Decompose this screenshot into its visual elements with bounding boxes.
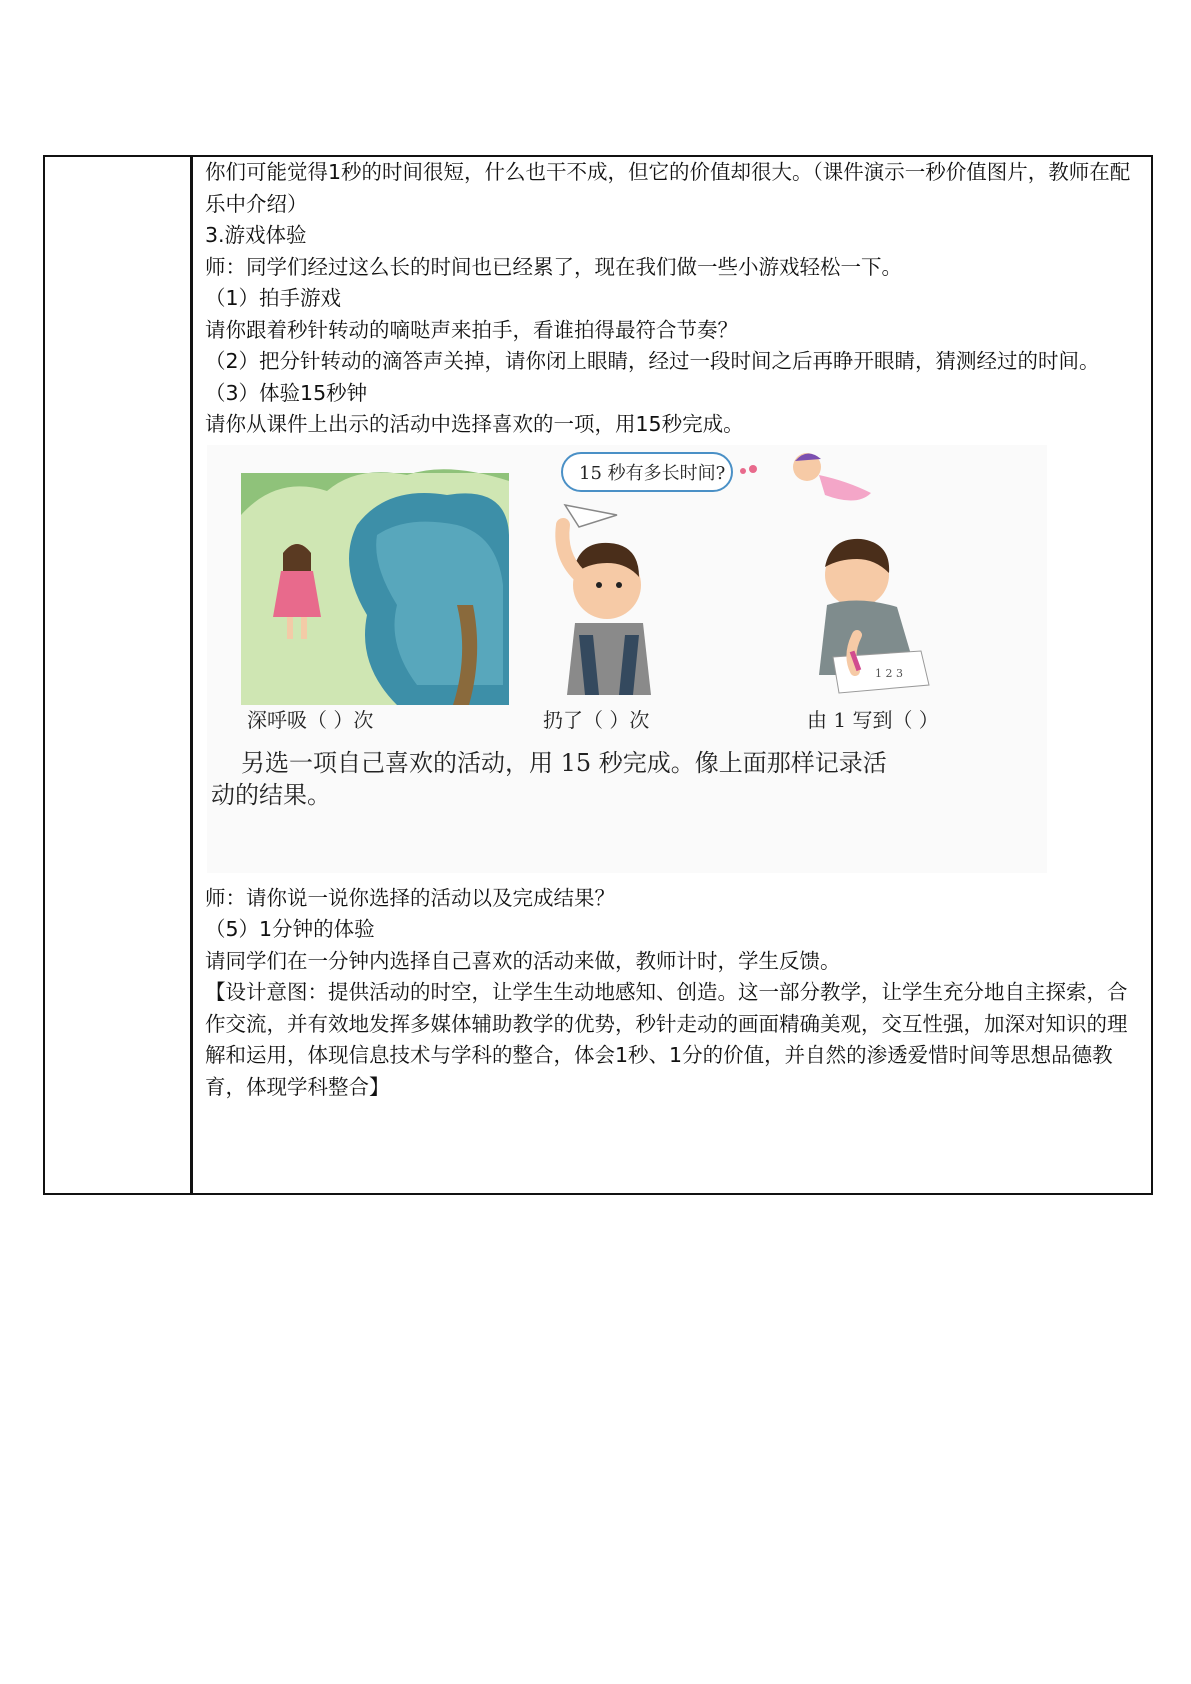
activity-2-desc: （2）把分针转动的滴答声关掉，请你闭上眼睛，经过一段时间之后再睁开眼睛，猜测经过的时间。 (205, 349, 1100, 373)
park-scene (241, 469, 509, 705)
girl-dress (273, 571, 321, 617)
activity-3-desc: 请你从课件上出示的活动中选择喜欢的一项，用15秒完成。 (205, 412, 744, 436)
activity-5-title: （5）1分钟的体验 (205, 917, 375, 941)
table-content-cell (205, 157, 1145, 1103)
section-heading-game: 3.游戏体验 (205, 223, 307, 247)
teacher-line-relax: 师：同学们经过这么长的时间也已经累了，现在我们做一些小游戏轻松一下。 (205, 254, 902, 279)
activity-5-desc: 请同学们在一分钟内选择自己喜欢的活动来做，教师计时，学生反馈。 (205, 948, 841, 973)
caption-throwing: 扔了（ ）次 (543, 707, 650, 732)
speech-bubble (562, 453, 757, 491)
design-intent: 【设计意图：提供活动的时空，让学生生动地感知、创造。这一部分教学，让学生充分地自主探索，合作交流，并有效地发挥多媒体辅助教学的优势，秒针走动的画面精确美观，交互性强，加深对知识的理解和运用，体现信息技术与学科的整合，体会1秒、1分的价值，并自然的渗透爱惜时间等思想品德教育，体现学科整合】 (205, 980, 1128, 1099)
textbook-illustration (207, 445, 1047, 873)
illustration-svg (207, 445, 1047, 873)
activity-1-desc: 请你跟着秒针转动的嘀哒声来拍手，看谁拍得最符合节奏？ (205, 317, 738, 342)
teacher-question: 师：请你说一说你选择的活动以及完成结果？ (205, 885, 615, 910)
instruction-line-1: 另选一项自己喜欢的活动，用 15 秒完成。像上面那样记录活 (241, 748, 887, 777)
caption-writing: 由 1 写到（ ） (807, 707, 939, 732)
bubble-text: 15 秒有多长时间? (579, 462, 726, 484)
lesson-table (43, 155, 1153, 1195)
activity-3-title: （3）体验15秒钟 (205, 380, 368, 405)
paragraph-value-intro: 你们可能觉得1秒的时间很短，什么也干不成，但它的价值却很大。（课件演示一秒价值图片，教师在配乐中介绍） (205, 160, 1131, 216)
instruction-line-2: 动的结果。 (211, 780, 331, 809)
table-left-column (45, 157, 193, 1193)
activity-1-title: （1）拍手游戏 (205, 286, 342, 310)
caption-breathing: 深呼吸（ ）次 (247, 707, 374, 732)
sheet-numbers: 1 2 3 (875, 666, 903, 680)
